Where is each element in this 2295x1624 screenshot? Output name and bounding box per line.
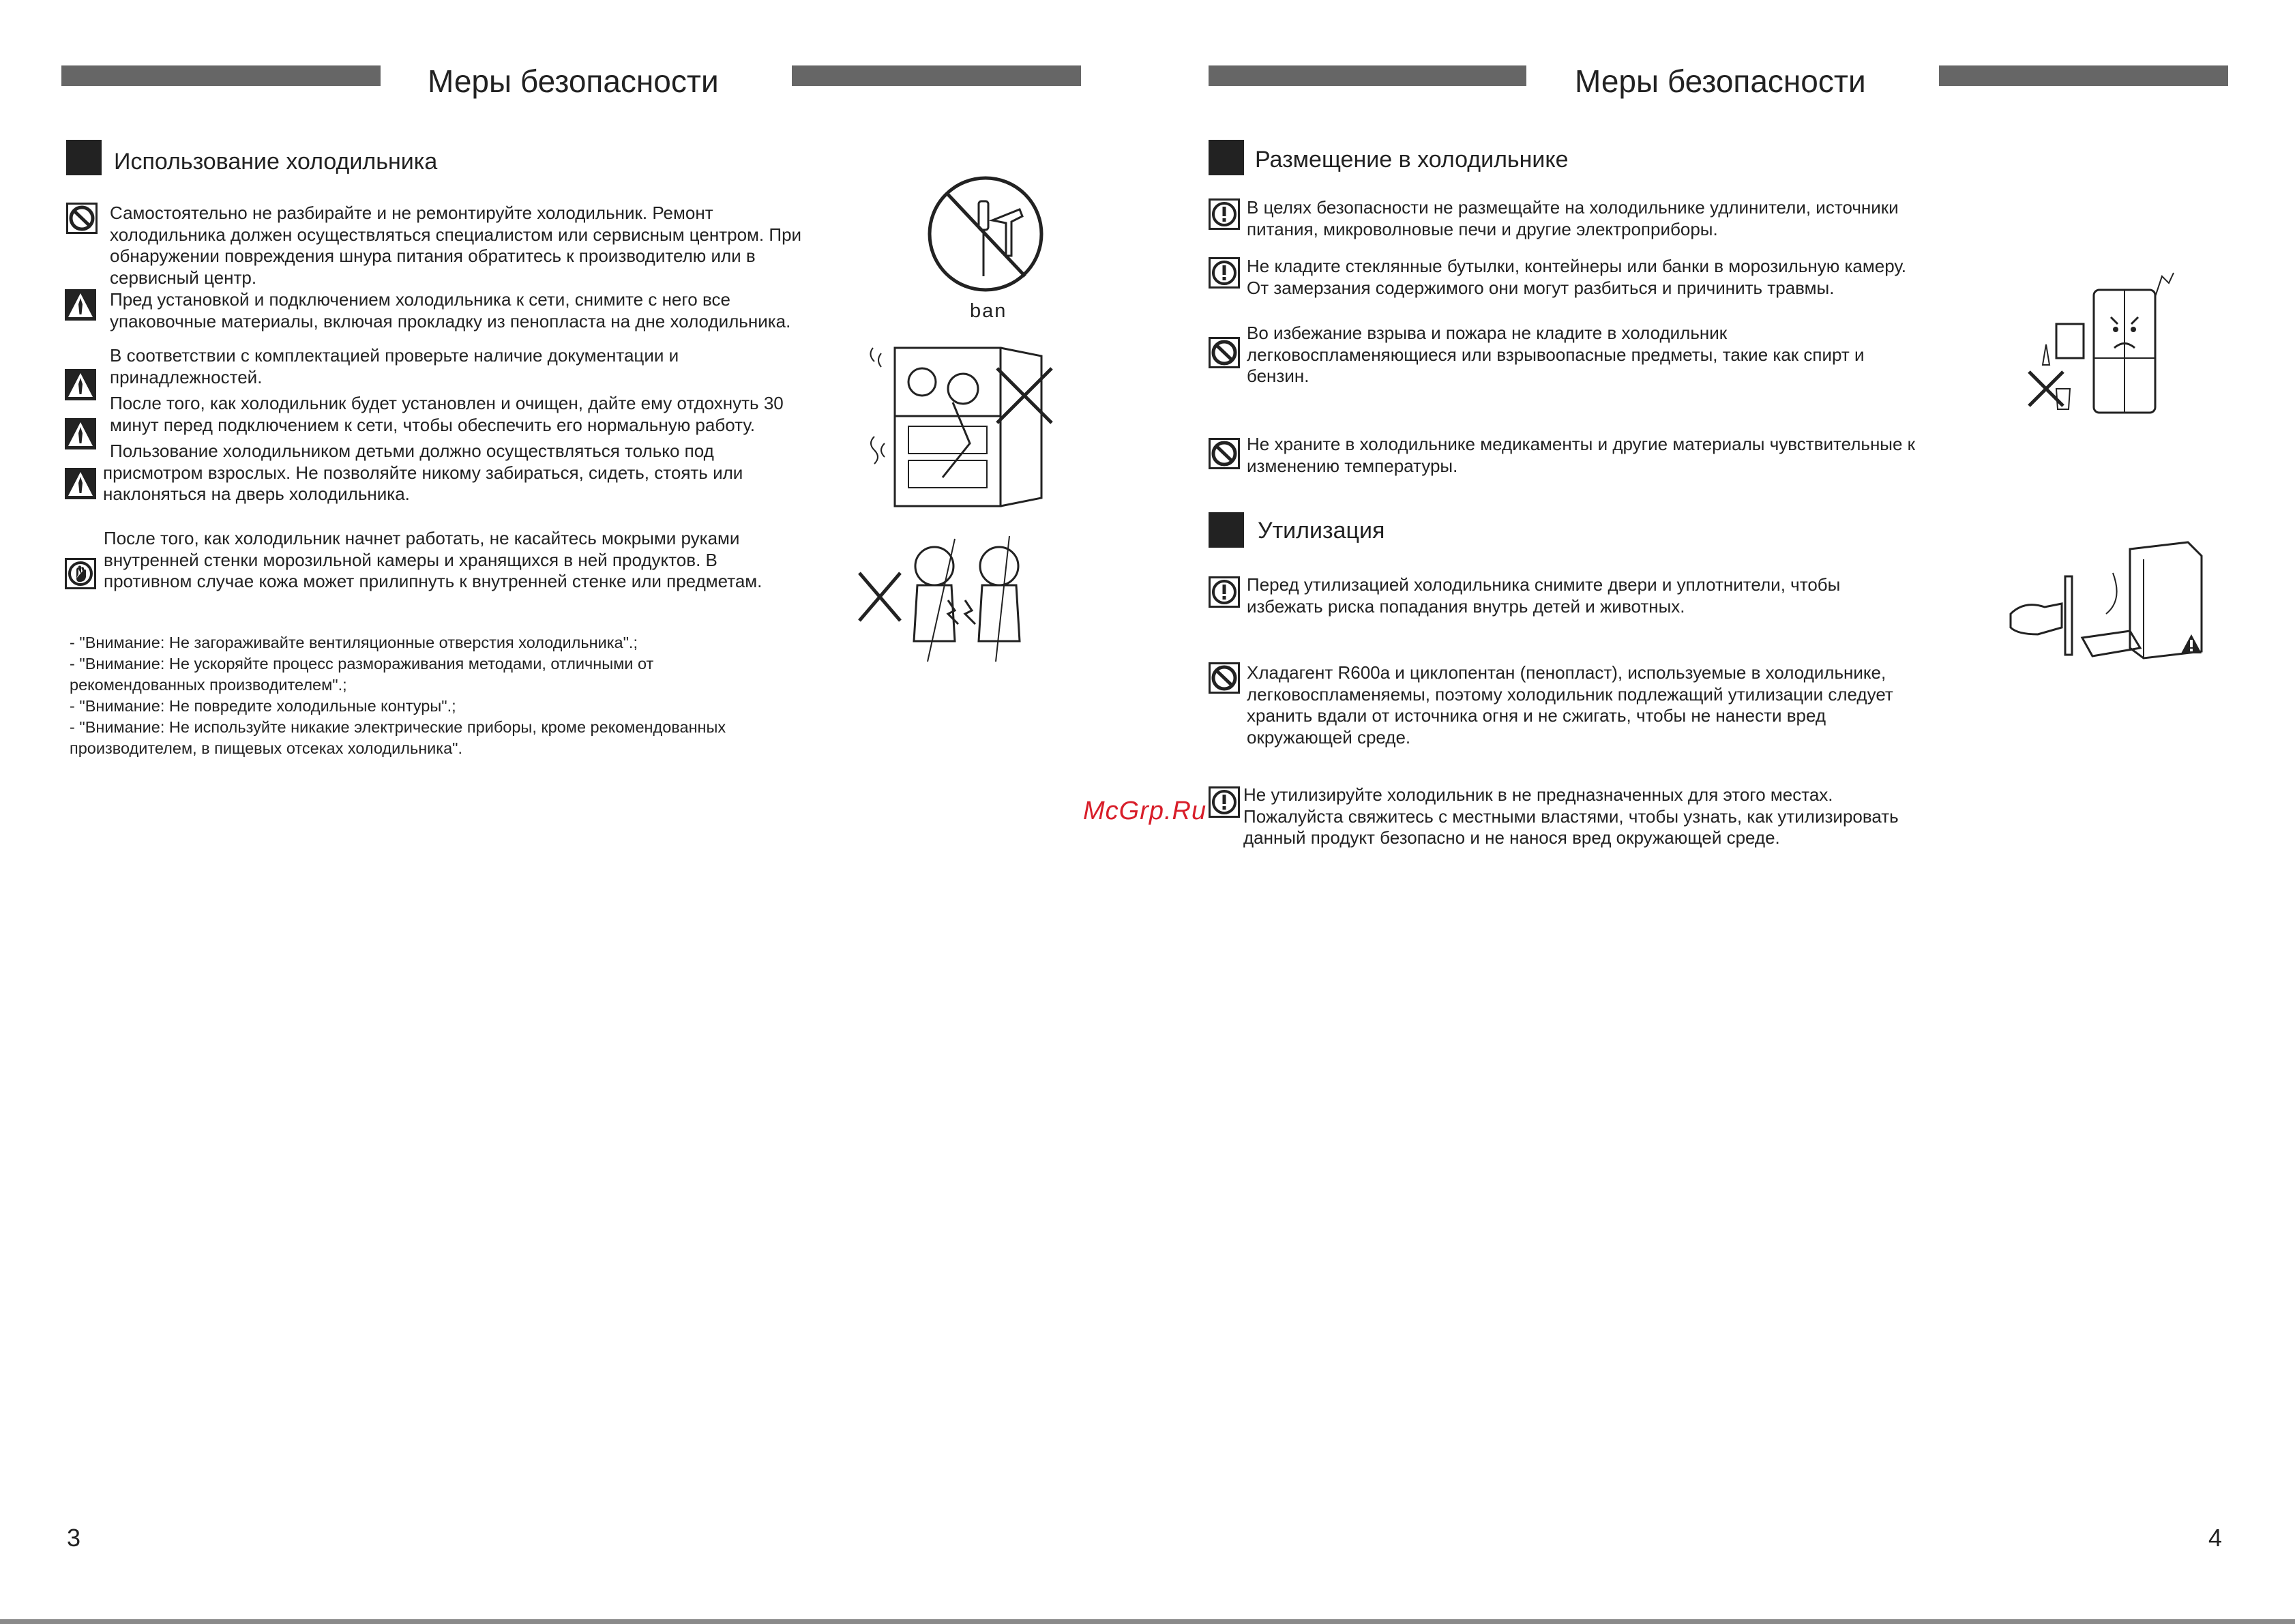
page-number-right: 4 xyxy=(2208,1524,2223,1552)
text-line: холодильника должен осуществляться специалистом или сервисным центром. При xyxy=(110,224,802,245)
disposal-item-1 xyxy=(1247,574,1840,617)
usage-item-2 xyxy=(110,289,790,332)
prohibition-icon xyxy=(1209,438,1240,469)
note-line: производителем, в пищевых отсеках холодильника". xyxy=(70,739,463,757)
ban-screwdriver-illustration xyxy=(924,174,1047,304)
fridge-disposal-illustration xyxy=(1997,539,2208,665)
text-line: обнаружении повреждения шнура питания обратитесь к производителю или в xyxy=(110,246,756,266)
angry-fridge-illustration xyxy=(2015,269,2179,423)
page-title-left: Меры безопасности xyxy=(428,63,719,99)
text-line: В целях безопасности не размещайте на холодильнике удлинители, источники xyxy=(1247,197,1899,218)
text-line: внутренней стенки морозильной камеры и хранящихся в ней продуктов. В xyxy=(104,549,717,570)
text-line: легковоспламеняющиеся или взрывоопасные предметы, такие как спирт и xyxy=(1247,344,1865,365)
text-line: питания, микроволновые печи и другие электроприборы. xyxy=(1247,218,1718,239)
warning-icon xyxy=(65,418,96,449)
text-line: Самостоятельно не разбирайте и не ремонтируйте холодильник. Ремонт xyxy=(110,203,713,223)
text-line: наклоняться на дверь холодильника. xyxy=(103,484,410,504)
text-line: Не храните в холодильнике медикаменты и другие материалы чувствительные к xyxy=(1247,434,1916,454)
prohibition-icon xyxy=(1209,662,1240,694)
text-line: данный продукт безопасно и не нанося вред окружающей среде. xyxy=(1243,827,1780,848)
page-number-left: 3 xyxy=(67,1524,81,1552)
placement-item-1 xyxy=(1247,197,1899,240)
kids-climbing-fridge-illustration xyxy=(861,341,1065,512)
text-line: От замерзания содержимого они могут разбиться и причинить травмы. xyxy=(1247,277,1835,298)
header-bar-right-2 xyxy=(1939,65,2228,86)
header-bar-left-2 xyxy=(792,65,1081,86)
prohibition-icon xyxy=(1209,337,1240,368)
text-line: упаковочные материалы, включая прокладку из пенопласта на дне холодильника. xyxy=(110,310,791,331)
usage-item-6 xyxy=(104,528,762,593)
text-line: окружающей среде. xyxy=(1247,726,1411,748)
text-line: Во избежание взрыва и пожара не кладите в холодильник xyxy=(1247,323,1728,343)
text-line: Пользование холодильником детьми должно осуществляться только под xyxy=(110,441,714,461)
watermark-logo: McGrp.Ru xyxy=(1083,797,1207,825)
text-line: изменению температуры. xyxy=(1247,455,1458,476)
text-line: После того, как холодильник начнет работать, не касайтесь мокрыми руками xyxy=(104,528,740,548)
note-line: - "Внимание: Не загораживайте вентиляционные отверстия холодильника".; xyxy=(70,634,638,651)
prohibition-icon xyxy=(66,203,98,234)
usage-item-1 xyxy=(110,203,801,289)
section-marker-disposal xyxy=(1209,512,1244,548)
text-line: минут перед подключением к сети, чтобы обеспечить его нормальную работу. xyxy=(110,414,755,435)
usage-item-3 xyxy=(110,345,679,388)
placement-item-3 xyxy=(1247,323,1865,387)
placement-item-2 xyxy=(1247,256,1906,299)
section-title-disposal: Утилизация xyxy=(1258,518,1385,544)
exclamation-icon xyxy=(1209,257,1240,289)
header-bar-left-1 xyxy=(61,65,381,86)
header-bar-right-1 xyxy=(1209,65,1526,86)
exclamation-icon xyxy=(1209,576,1240,608)
text-line: В соответствии с комплектацией проверьте наличие документации и xyxy=(110,345,679,366)
text-line: присмотром взрослых. Не позволяйте никому забираться, сидеть, стоять или xyxy=(103,462,743,483)
no-touch-icon xyxy=(65,558,96,589)
warning-icon xyxy=(65,369,96,400)
text-line: Пожалуйста свяжитесь с местными властями, чтобы узнать, как утилизировать xyxy=(1243,806,1899,827)
section-marker-left xyxy=(66,140,102,175)
text-line: После того, как холодильник будет установлен и очищен, дайте ему отдохнуть 30 xyxy=(110,393,784,413)
disposal-item-2 xyxy=(1247,662,1893,748)
bottom-border xyxy=(0,1619,2295,1624)
text-line: легковоспламеняемы, поэтому холодильник подлежащий утилизации следует xyxy=(1247,683,1893,705)
section-marker-placement xyxy=(1209,140,1244,175)
text-line: противном случае кожа может прилипнуть к внутренней стенке или предметам. xyxy=(104,571,762,591)
text-line: избежать риска попадания внутрь детей и животных. xyxy=(1247,595,1685,617)
note-line: - "Внимание: Не используйте никакие электрические приборы, кроме рекомендованных xyxy=(70,718,726,736)
text-line: Перед утилизацией холодильника снимите двери и уплотнители, чтобы xyxy=(1247,574,1841,595)
text-line: принадлежностей. xyxy=(110,366,263,387)
text-line: сервисный центр. xyxy=(110,267,257,288)
exclamation-icon xyxy=(1209,786,1240,818)
section-title-usage: Использование холодильника xyxy=(114,149,438,175)
note-line: - "Внимание: Не повредите холодильные контуры".; xyxy=(70,697,456,715)
attention-notes xyxy=(70,632,726,759)
warning-icon xyxy=(65,289,96,321)
warning-icon xyxy=(65,468,96,499)
usage-item-4 xyxy=(110,393,784,436)
text-line: Пред установкой и подключением холодильника к сети, снимите с него все xyxy=(110,289,730,310)
section-title-placement: Размещение в холодильнике xyxy=(1255,147,1569,173)
note-line: рекомендованных производителем".; xyxy=(70,676,347,694)
exclamation-icon xyxy=(1209,198,1240,230)
usage-item-5 xyxy=(103,441,743,505)
page-title-right: Меры безопасности xyxy=(1575,63,1866,99)
disposal-item-3 xyxy=(1243,784,1899,849)
wet-hands-freezer-illustration xyxy=(846,532,1050,662)
text-line: бензин. xyxy=(1247,366,1309,386)
text-line: Не кладите стеклянные бутылки, контейнеры или банки в морозильную камеру. xyxy=(1247,256,1906,276)
text-line: Хладагент R600a и циклопентан (пенопласт), используемые в холодильнике, xyxy=(1247,662,1886,683)
note-line: - "Внимание: Не ускоряйте процесс размораживания методами, отличными от xyxy=(70,655,654,673)
text-line: хранить вдали от источника огня и не сжигать, чтобы не нанести вред xyxy=(1247,705,1826,726)
ban-label: ban xyxy=(970,300,1007,322)
placement-item-4 xyxy=(1247,434,1915,477)
text-line: Не утилизируйте холодильник в не предназначенных для этого местах. xyxy=(1243,784,1833,805)
